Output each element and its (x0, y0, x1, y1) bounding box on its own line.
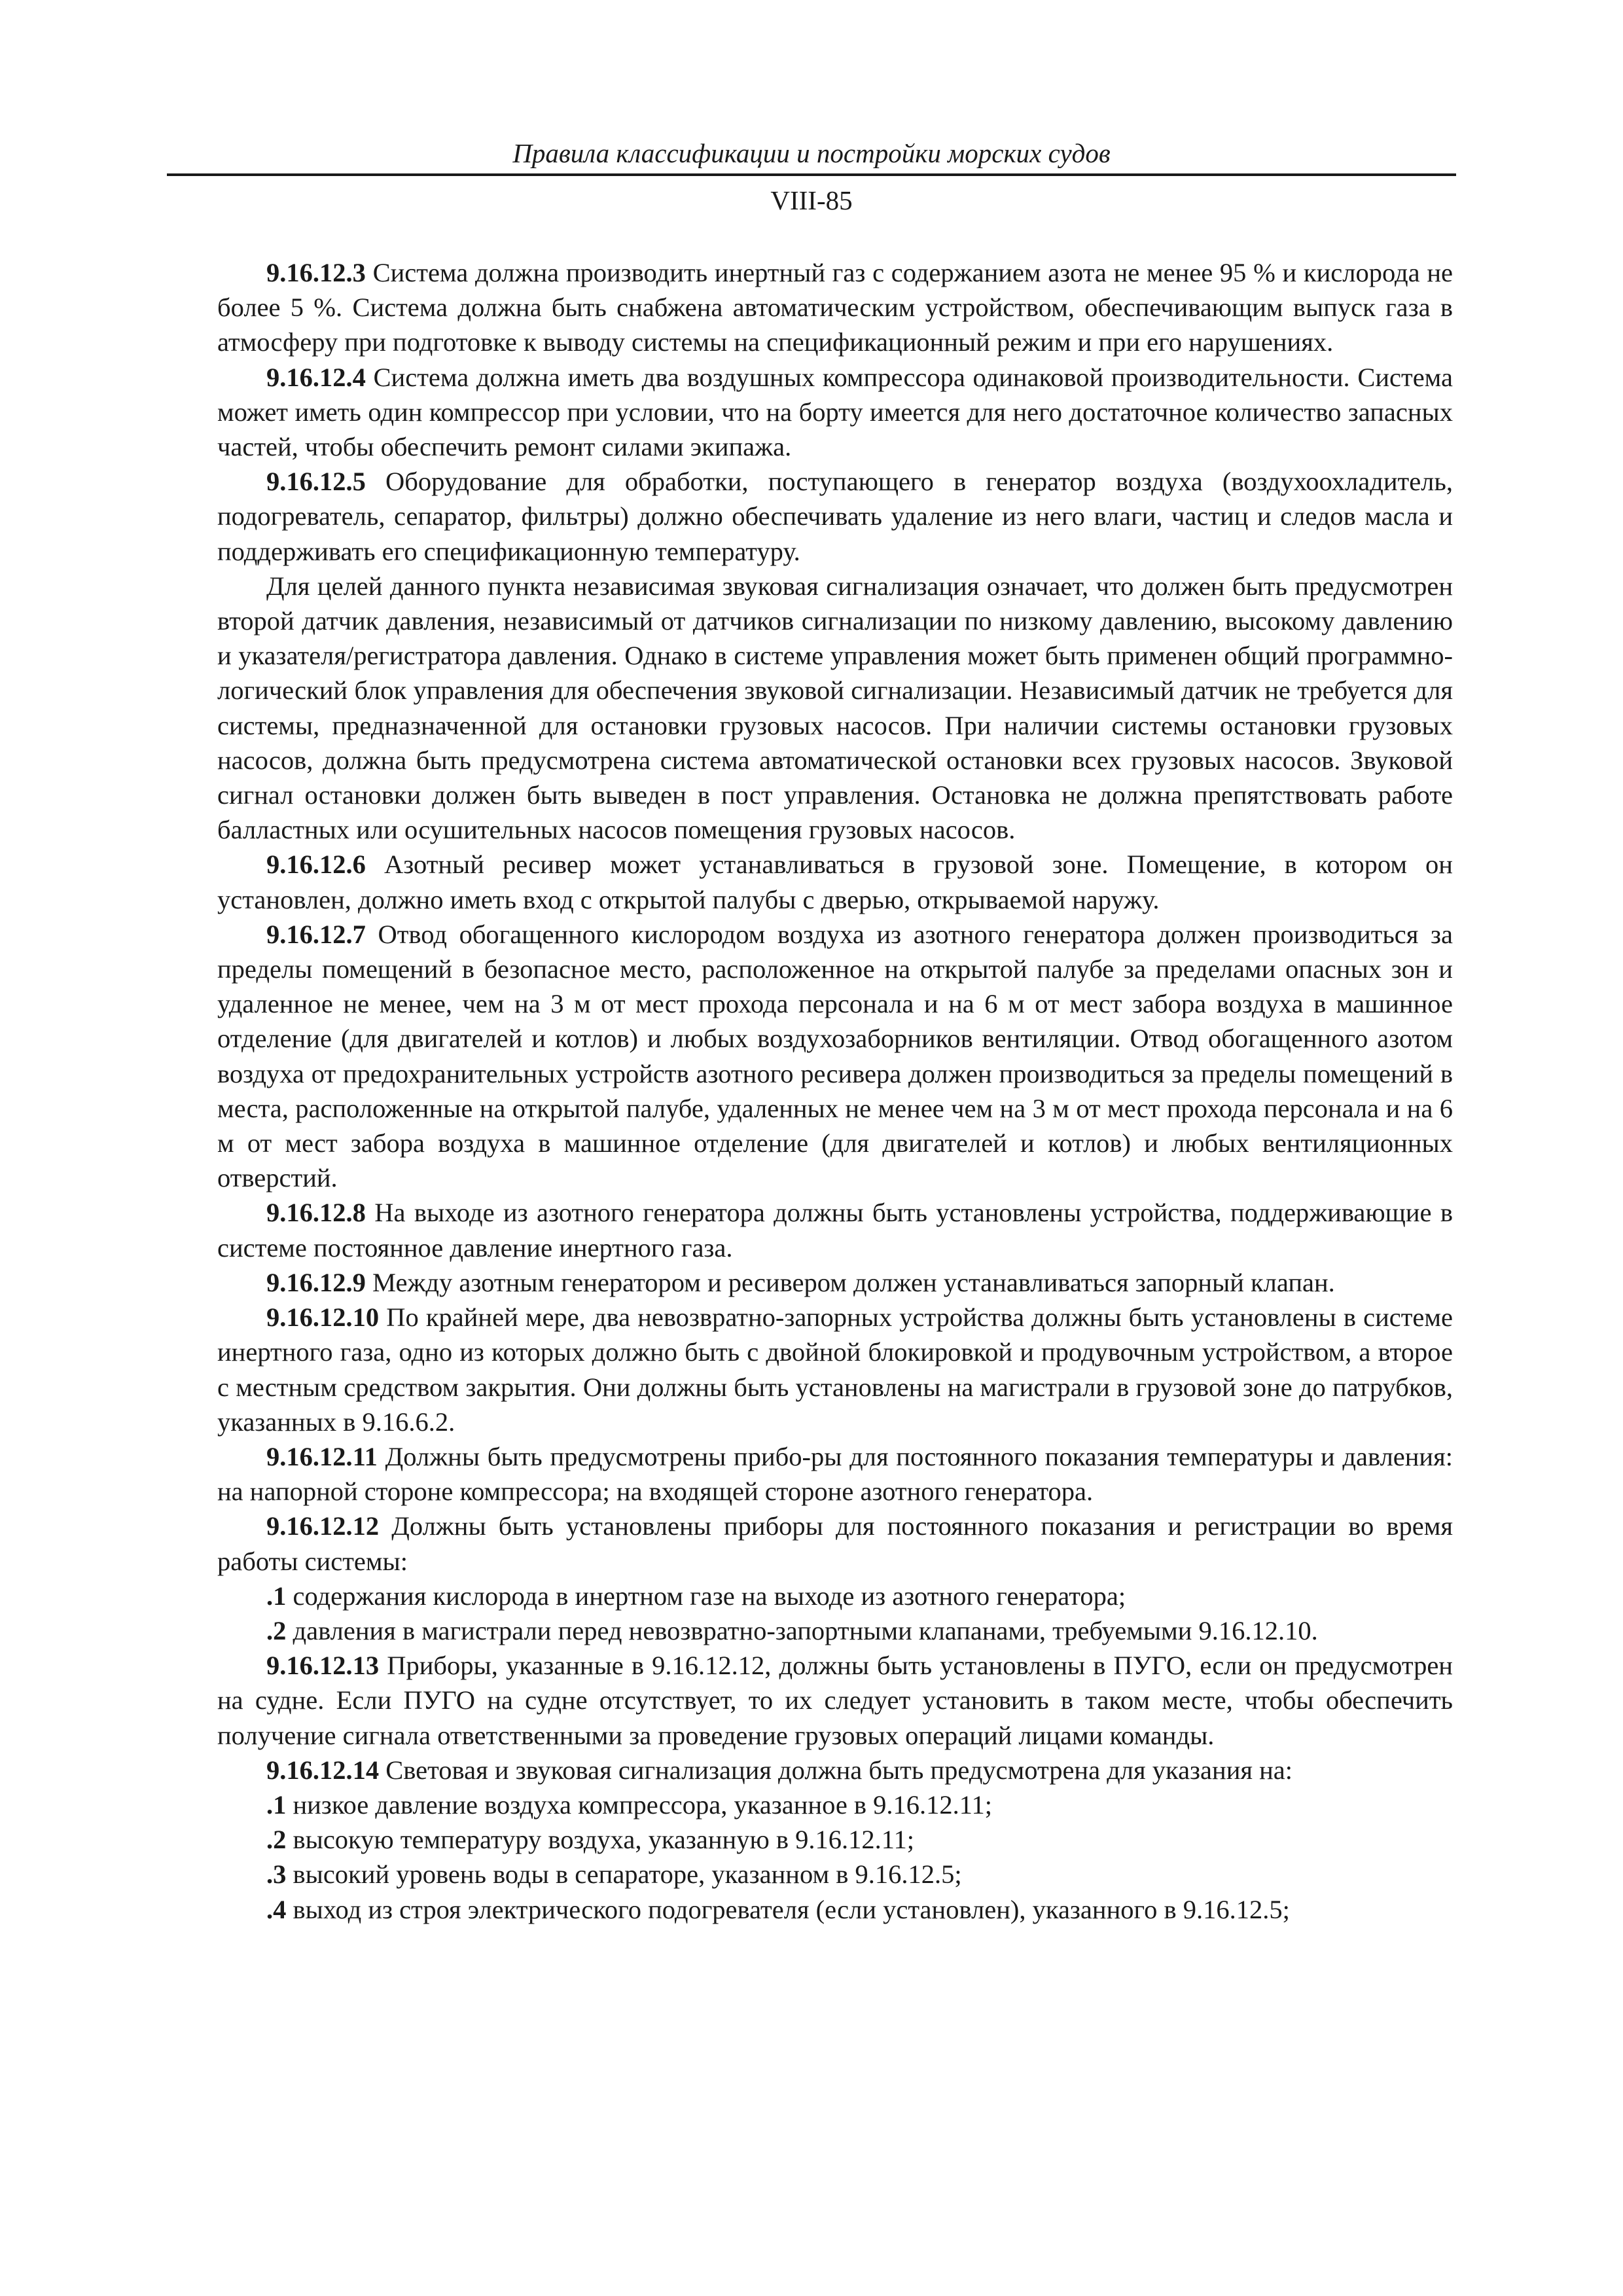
item-number: .2 (266, 1825, 287, 1855)
clause-number: 9.16.12.8 (266, 1198, 366, 1228)
paragraph-text: Система должна иметь два воздушных компрессора одинаковой производительности. Система может иметь один компрессор при условии, что на борту имеется для него достаточное количество запасных частей, чтобы обеспечить ремонт силами экипажа. (217, 362, 1453, 462)
paragraph-9-16-12-9 (217, 1265, 1453, 1300)
paragraph-text: Азотный ресивер может устанавливаться в грузовой зоне. Помещение, в котором он установлен, должно иметь вход с открытой палубы с дверью, открываемой наружу. (217, 850, 1453, 914)
item-number: .1 (266, 1581, 287, 1611)
paragraph-9-16-12-5 (217, 464, 1453, 569)
paragraph-text: На выходе из азотного генератора должны быть установлены устройства, поддерживающие в системе постоянное давление инертного газа. (217, 1198, 1453, 1263)
paragraph-alarm-note (217, 569, 1453, 848)
item-text: высокую температуру воздуха, указанную в 9.16.12.11; (286, 1825, 914, 1855)
paragraph-text: Оборудование для обработки, поступающего в генератор воздуха (воздухоохладитель, подогреватель, сепаратор, фильтры) должно обеспечивать удаление из него влаги, частиц и следов масла и поддерживать его спецификационную температуру. (217, 467, 1453, 566)
paragraph-9-16-12-8 (217, 1195, 1453, 1265)
paragraph-9-16-12-6 (217, 847, 1453, 916)
paragraph-9-16-12-11 (217, 1439, 1453, 1509)
paragraph-9-16-12-10 (217, 1300, 1453, 1439)
clause-number: 9.16.12.14 (266, 1755, 380, 1785)
paragraph-text: Должны быть предусмотрены прибо-ры для постоянного показания температуры и давления: на напорной стороне компрессора; на входящей стороне азотного генератора. (217, 1441, 1453, 1507)
paragraph-9-16-12-4 (217, 360, 1453, 465)
paragraph-text: Световая и звуковая сигнализация должна быть предусмотрена для указания на: (379, 1755, 1293, 1785)
clause-number: 9.16.12.5 (266, 467, 366, 497)
list-item (217, 1892, 1453, 1927)
paragraph-text: Отвод обогащенного кислородом воздуха из азотного генератора должен производиться за пределы помещений в безопасное место, расположенное на открытой палубе за пределами опасных зон и удаленное не менее, чем на 3 м от мест прохода персонала и на 6 м от мест забора воздуха в машинное отделение (для двигателей и котлов) и любых воздухозаборников вентиляции. Отвод обогащенного азотом воздуха от предохранительных устройств азотного ресивера должен производиться за пределы помещений в места, расположенные на открытой палубе, удаленных не менее чем на 3 м от мест прохода персонала и на 6 м от мест забора воздуха в машинное отделение (для двигателей и котлов) и любых вентиляционных отверстий. (217, 919, 1453, 1193)
running-title: Правила классификации и постройки морских судов (512, 138, 1111, 168)
item-number: .1 (266, 1789, 287, 1820)
paragraph-text: Приборы, указанные в 9.16.12.12, должны быть установлены в ПУГО, если он предусмотрен на судне. Если ПУГО на судне отсутствует, то их следует установить в таком месте, чтобы обеспечить получение сигнала ответственными за проведение грузовых операций лицами команды. (217, 1651, 1453, 1750)
item-text: выход из строя электрического подогревателя (если установлен), указанного в 9.16.12.5; (286, 1894, 1290, 1924)
clause-number: 9.16.12.13 (266, 1651, 380, 1681)
clause-number: 9.16.12.3 (266, 258, 366, 287)
clause-number: 9.16.12.7 (266, 919, 366, 949)
paragraph-9-16-12-7 (217, 917, 1453, 1196)
item-number: .3 (266, 1859, 287, 1890)
list-item (217, 1822, 1453, 1857)
clause-number: 9.16.12.6 (266, 850, 366, 880)
paragraph-9-16-12-12 (217, 1509, 1453, 1578)
clause-number: 9.16.12.9 (266, 1267, 366, 1297)
item-text: давления в магистрали перед невозвратно-запортными клапанами, требуемыми 9.16.12.10. (286, 1615, 1318, 1645)
item-number: .2 (266, 1615, 287, 1645)
paragraph-9-16-12-14 (217, 1753, 1453, 1787)
paragraph-text: По крайней мере, два невозвратно-запорных устройства должны быть установлены в системе инертного газа, одно из которых должно быть с двойной блокировкой и продувочным устройством, а второе с местным средством закрытия. Они должны быть установлены на магистрали в грузовой зоне до патрубков, указанных в 9.16.6.2. (217, 1302, 1453, 1437)
item-number: .4 (266, 1894, 287, 1924)
item-text: низкое давление воздуха компрессора, указанное в 9.16.12.11; (286, 1789, 993, 1820)
list-item (217, 1613, 1453, 1648)
clause-number: 9.16.12.12 (266, 1511, 380, 1541)
clause-number: 9.16.12.11 (266, 1441, 378, 1471)
paragraph-text: Для целей данного пункта независимая звуковая сигнализация означает, что должен быть предусмотрен второй датчик давления, независимый от датчиков сигнализации по низкому давлению, высокому давлению и указателя/регистратора давления. Однако в системе управления может быть применен общий программно-логический блок управления для обеспечения звуковой сигнализации. Независимый датчик не требуется для системы, предназначенной для остановки грузовых насосов. При наличии системы остановки грузовых насосов, должна быть предусмотрена система автоматической остановки всех грузовых насосов. Звуковой сигнал остановки должен быть выведен в пост управления. Остановка не должна препятствовать работе балластных или осушительных насосов помещения грузовых насосов. (217, 571, 1453, 845)
header-rule (167, 173, 1456, 176)
page-number: VIII-85 (770, 185, 853, 215)
clause-number: 9.16.12.4 (266, 362, 366, 392)
paragraph-9-16-12-3 (217, 255, 1453, 360)
body-text (217, 255, 1453, 1927)
list-item (217, 1579, 1453, 1613)
clause-number: 9.16.12.10 (266, 1302, 380, 1333)
paragraph-9-16-12-13 (217, 1648, 1453, 1753)
paragraph-text: Между азотным генератором и ресивером должен устанавливаться запорный клапан. (365, 1267, 1335, 1297)
list-item (217, 1857, 1453, 1892)
paragraph-text: Должны быть установлены приборы для постоянного показания и регистрации во время работы системы: (217, 1511, 1453, 1576)
paragraph-text: Система должна производить инертный газ с содержанием азота не менее 95 % и кислорода не более 5 %. Система должна быть снабжена автоматическим устройством, обеспечивающим выпуск газа в атмосферу при подготовке к выводу системы на спецификационный режим и при его нарушениях. (217, 258, 1453, 357)
item-text: высокий уровень воды в сепараторе, указанном в 9.16.12.5; (286, 1859, 962, 1890)
item-text: содержания кислорода в инертном газе на выходе из азотного генератора; (286, 1581, 1126, 1611)
list-item (217, 1787, 1453, 1822)
